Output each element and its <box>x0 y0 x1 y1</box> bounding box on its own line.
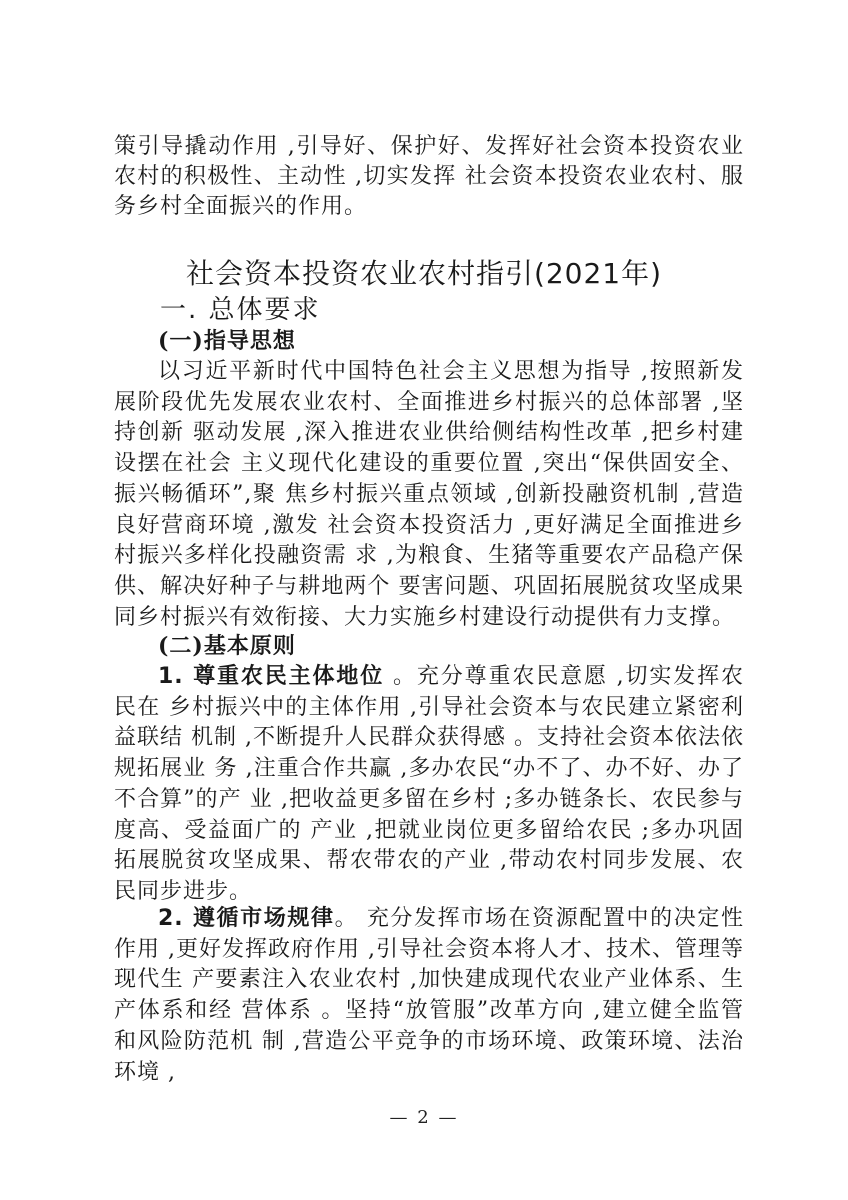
section-heading-general-requirements: 一. 总体要求 <box>160 295 321 325</box>
principle-1-paragraph <box>114 662 744 908</box>
document-title: 社会资本投资农业农村指引(2021年) <box>185 257 663 290</box>
page-number: — 2 — <box>389 1107 459 1128</box>
principle-2-paragraph <box>114 904 744 1088</box>
principle-2-lead: 2. 遵循市场规律 <box>158 906 335 931</box>
principle-2-body: 。 充分发挥市场在资源配置中的决定性作用 ,更好发挥政府作用 ,引导社会资本将人才、技术、管理等现代生 产要素注入农业农村 ,加快建成现代农业产业体系、生产体系和经 营体系 。坚持“放管服”改革方向 ,建立健全监管和风险防范机 制 ,营造公平竞争的市场环境、政策环境、法治环境 , <box>114 906 744 1085</box>
principle-1-body: 。充分尊重农民意愿 ,切实发挥农民在 乡村振兴中的主体作用 ,引导社会资本与农民建立紧密利益联结 机制 ,不断提升人民群众获得感 。支持社会资本依法依规拓展业 务 ,注重合作共赢 ,多办农民“办不了、办不好、办了不合算”的产 业 ,把收益更多留在乡村 ;多办链条长、农民参与度高、受益面广的 产业 ,把就业岗位更多留给农民 ;多办巩固拓展脱贫攻坚成果、帮农带农的产业 ,带动农村同步发展、农民同步进步。 <box>114 664 745 904</box>
intro-paragraph: 策引导撬动作用 ,引导好、保护好、发挥好社会资本投资农业农村的积极性、主动性 ,切实发挥 社会资本投资农业农村、服务乡村全面振兴的作用。 <box>114 134 744 219</box>
subsection-heading-basic-principles: (二)基本原则 <box>158 633 296 659</box>
guiding-ideology-paragraph: 以习近平新时代中国特色社会主义思想为指导 ,按照新发展阶段优先发展农业农村、全面推进乡村振兴的总体部署 ,坚持创新 驱动发展 ,深入推进农业供给侧结构性改革 ,把乡村建设摆在社会 主义现代化建设的重要位置 ,突出“保供固安全、振兴畅循环”,聚 焦乡村振兴重点领域 ,创新投融资机制 ,营造良好营商环境 ,激发 社会资本投资活力 ,更好满足全面推进乡村振兴多样化投融资需 求 ,为粮食、生猪等重要农产品稳产保供、解决好种子与耕地两个 要害问题、巩固拓展脱贫攻坚成果同乡村振兴有效衔接、大力实施乡村建设行动提供有力支撑。 <box>114 359 744 630</box>
subsection-heading-guiding-ideology: (一)指导思想 <box>158 328 296 354</box>
principle-1-lead: 1. 尊重农民主体地位 <box>158 664 385 689</box>
